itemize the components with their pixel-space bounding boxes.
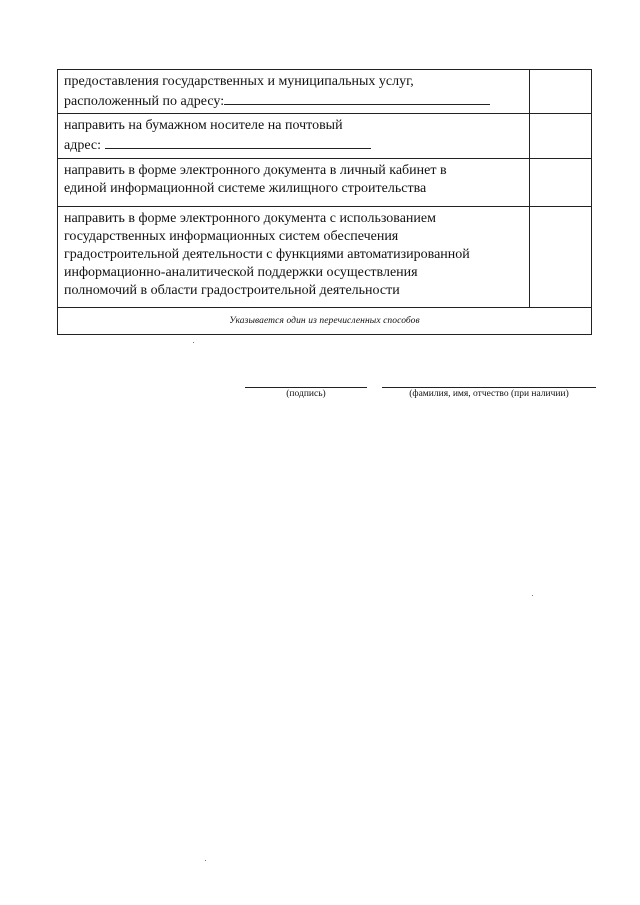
row-line: направить в форме электронного документа в личный кабинет в	[64, 163, 447, 178]
table-row	[58, 114, 591, 159]
choice-cell[interactable]	[529, 159, 591, 206]
choice-cell[interactable]	[529, 114, 591, 158]
row-text	[58, 159, 529, 206]
full-name-line[interactable]	[382, 387, 596, 388]
scan-speck	[205, 860, 206, 861]
table-note-row	[58, 308, 591, 334]
signature-block	[245, 387, 367, 399]
row-line: единой информационной системе жилищного строительства	[64, 181, 427, 196]
choice-cell[interactable]	[529, 207, 591, 307]
table-note: Указывается один из перечисленных способов	[229, 316, 420, 326]
row-line: направить в форме электронного документа с использованием	[64, 211, 436, 226]
row-line: информационно-аналитической поддержки осуществления	[64, 265, 418, 280]
delivery-method-table	[57, 69, 592, 335]
row-line-with-field	[64, 91, 523, 111]
row-line: государственных информационных систем обеспечения	[64, 229, 399, 244]
row-line: адрес:	[64, 138, 102, 153]
choice-cell[interactable]	[529, 70, 591, 113]
row-line: направить на бумажном носителе на почтовый	[64, 118, 343, 133]
row-text	[58, 114, 529, 158]
address-fill-line[interactable]	[224, 91, 490, 105]
row-text	[58, 70, 529, 113]
row-line: расположенный по адресу:	[64, 94, 225, 109]
signature-caption: (подпись)	[286, 389, 326, 399]
full-name-block	[382, 387, 596, 399]
row-line: градостроительной деятельности с функциями автоматизированной	[64, 247, 470, 262]
row-line: предоставления государственных и муниципальных услуг,	[64, 74, 414, 89]
scan-speck	[193, 342, 194, 343]
full-name-caption: (фамилия, имя, отчество (при наличии)	[409, 389, 569, 399]
postal-address-fill-line[interactable]	[105, 135, 371, 149]
row-line-with-field	[64, 135, 523, 155]
table-row	[58, 70, 591, 114]
table-row	[58, 207, 591, 308]
scan-speck	[532, 595, 533, 596]
row-text	[58, 207, 529, 307]
row-line: полномочий в области градостроительной деятельности	[64, 283, 400, 298]
signature-line[interactable]	[245, 387, 367, 388]
table-row	[58, 159, 591, 207]
